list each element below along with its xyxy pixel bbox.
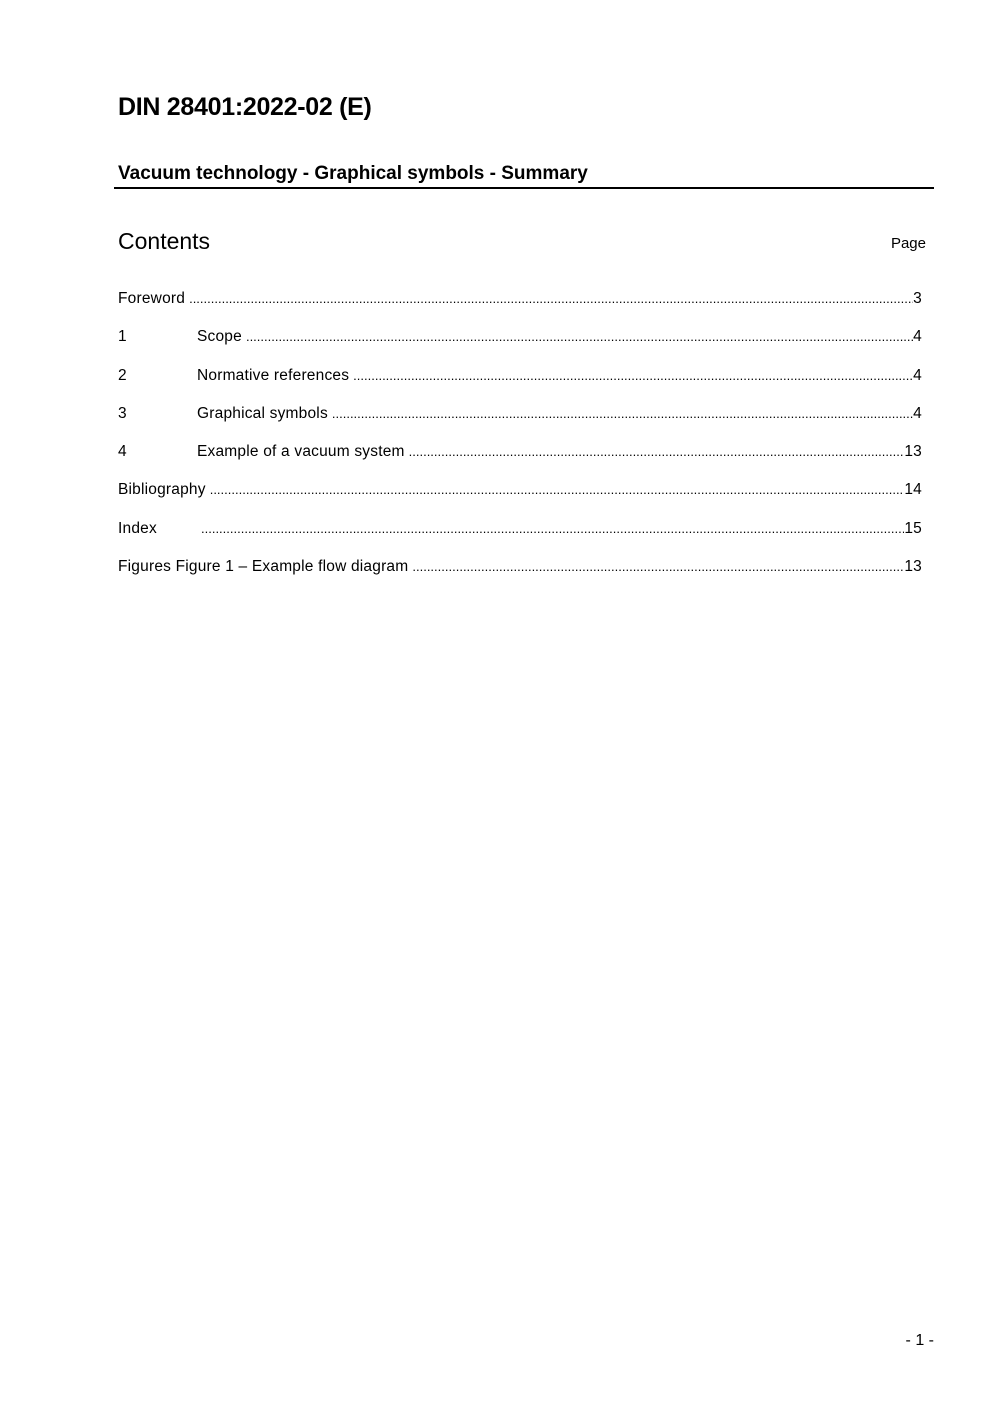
toc-entry-label: Bibliography bbox=[118, 481, 206, 499]
toc-dot-leader bbox=[201, 521, 904, 536]
toc-entry-graphical-symbols[interactable] bbox=[118, 405, 922, 443]
toc-entry-example-vacuum-system[interactable] bbox=[118, 443, 922, 481]
toc-entry-number: 2 bbox=[118, 366, 127, 384]
toc-entry-foreword[interactable] bbox=[118, 290, 922, 328]
toc-entry-label: Figures Figure 1 – Example flow diagram bbox=[118, 558, 409, 576]
toc-entry-bibliography[interactable] bbox=[118, 481, 922, 519]
document-title: Vacuum technology - Graphical symbols - Summary bbox=[118, 163, 588, 184]
toc-entry-page: 13 bbox=[904, 443, 922, 461]
table-of-contents bbox=[118, 290, 922, 596]
toc-entry-page: 14 bbox=[904, 481, 922, 499]
contents-heading: Contents bbox=[118, 228, 211, 254]
toc-dot-leader bbox=[412, 559, 904, 574]
toc-entry-label: Example of a vacuum system bbox=[197, 443, 405, 461]
toc-entry-page: 4 bbox=[913, 328, 922, 346]
toc-dot-leader bbox=[210, 482, 905, 497]
toc-entry-label: Foreword bbox=[118, 290, 186, 307]
toc-entry-scope[interactable] bbox=[118, 328, 922, 366]
toc-dot-leader bbox=[353, 368, 913, 383]
toc-dot-leader bbox=[409, 444, 905, 459]
toc-entry-number: 1 bbox=[118, 328, 127, 346]
toc-dot-leader bbox=[246, 329, 913, 344]
toc-entry-label: Graphical symbols bbox=[197, 404, 328, 422]
toc-entry-number: 4 bbox=[118, 443, 127, 461]
toc-entry-page: 4 bbox=[913, 366, 922, 384]
toc-entry-label: Normative references bbox=[197, 366, 350, 384]
toc-entry-page: 3 bbox=[913, 290, 922, 307]
toc-dot-leader bbox=[189, 291, 913, 306]
toc-entry-label: Index bbox=[118, 519, 157, 537]
page-column-label: Page bbox=[890, 235, 926, 252]
toc-entry-number: 3 bbox=[118, 404, 127, 422]
toc-entry-figures[interactable] bbox=[118, 558, 922, 596]
toc-entry-index[interactable] bbox=[118, 520, 922, 558]
toc-entry-normative-references[interactable] bbox=[118, 367, 922, 405]
toc-entry-page: 13 bbox=[904, 558, 922, 576]
document-number: DIN 28401:2022-02 (E) bbox=[118, 93, 372, 121]
toc-dot-leader bbox=[332, 406, 913, 421]
title-underline bbox=[114, 187, 934, 189]
toc-entry-page: 15 bbox=[904, 519, 922, 537]
toc-entry-label: Scope bbox=[197, 328, 242, 346]
page-number-footer: - 1 - bbox=[905, 1332, 934, 1349]
toc-entry-page: 4 bbox=[913, 404, 922, 422]
